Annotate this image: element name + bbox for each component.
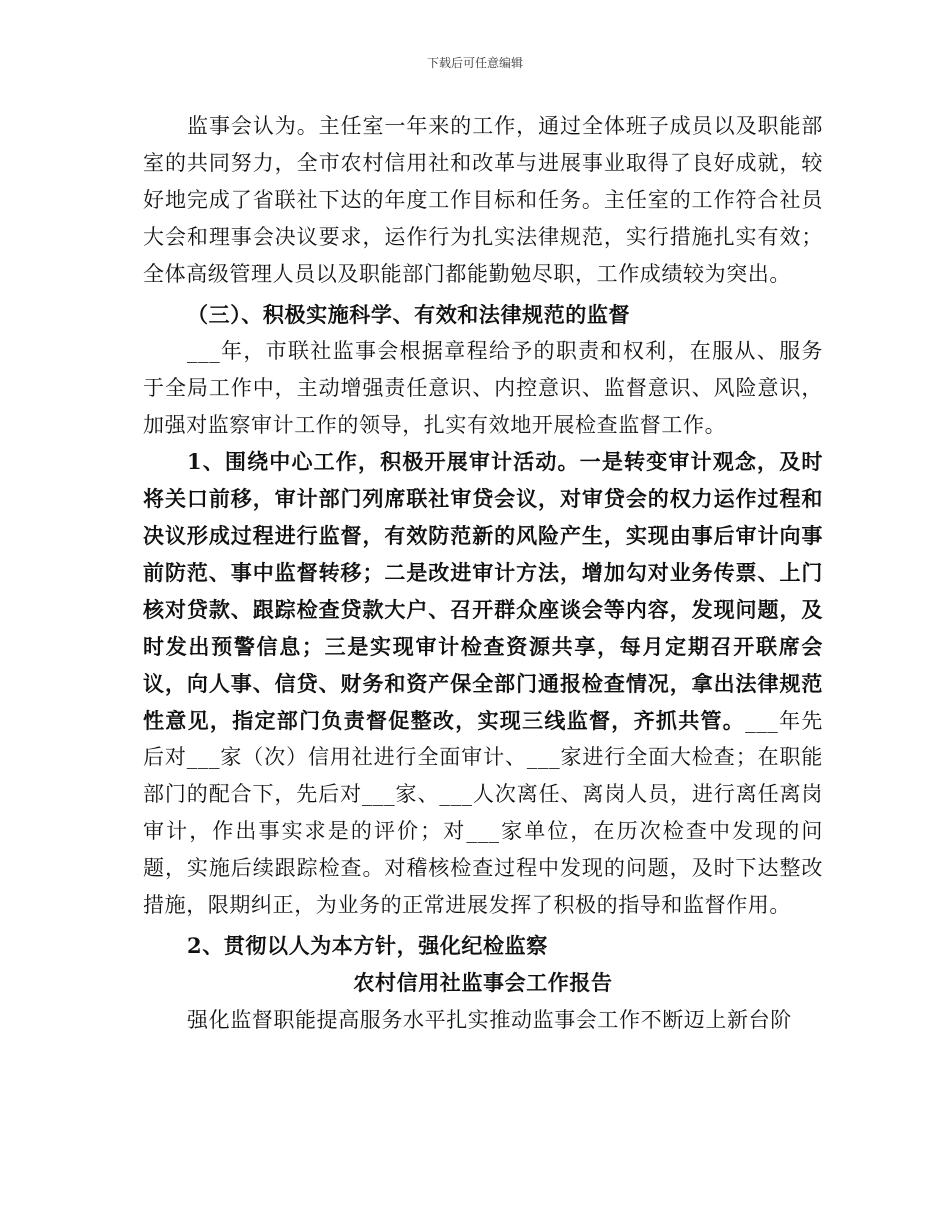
document-title: 农村信用社监事会工作报告: [353, 969, 613, 995]
paragraph-audit-activities: [143, 444, 823, 924]
document-body: [143, 108, 823, 1039]
audit-activities-normal-text: ___年先后对___家（次）信用社进行全面审计、___家进行全面大检查；在职能部门的配合下，先后对___家、___人次离任、离岗人员，进行离任离岗审计，作出事实求是的评价；对___家单位，在历次检查中发现的问题，实施后续跟踪检查。对稽核检查过程中发现的问题，及时下达整改措施，限期纠正，为业务的正常进展发挥了积极的指导和监督作用。: [143, 708, 824, 918]
section-heading-2: 2、贯彻以人为本方针，强化纪检监察: [187, 932, 548, 958]
document-subtitle: 强化监督职能提高服务水平扎实推动监事会工作不断迈上新台阶: [187, 1007, 792, 1032]
paragraph-assessment: 监事会认为。主任室一年来的工作，通过全体班子成员以及职能部室的共同努力，全市农村信用社和改革与进展事业取得了良好成就，较好地完成了省联社下达的年度工作目标和任务。主任室的工作符合社员大会和理事会决议要求，运作行为扎实法律规范，实行措施扎实有效；全体高级管理人员以及职能部门都能勤勉尽职，工作成绩较为突出。: [143, 114, 823, 286]
audit-activities-bold-text: 1、围绕中心工作，积极开展审计活动。一是转变审计观念，及时将关口前移，审计部门列席联社审贷会议，对审贷会的权力运作过程和决议形成过程进行监督，有效防范新的风险产生，实现由事后审计向事前防范、事中监督转移；二是改进审计方法，增加勾对业务传票、上门核对贷款、跟踪检查贷款大户、召开群众座谈会等内容，发现问题，及时发出预警信息；三是实现审计检查资源共享，每月定期召开联席会议，向人事、信贷、财务和资产保全部门通报检查情况，拿出法律规范性意见，指定部门负责督促整改，实现三线监督，齐抓共管。: [143, 449, 823, 733]
section-heading-3: （三）、积极实施科学、有效和法律规范的监督: [187, 301, 631, 327]
page-header: 下载后可任意编辑: [426, 56, 523, 70]
paragraph-supervision-intro: ___年，市联社监事会根据章程给予的职责和权利，在服从、服务于全局工作中，主动增强责任意识、内控意识、监督意识、风险意识，加强对监察审计工作的领导，扎实有效地开展检查监督工作。: [143, 339, 823, 438]
